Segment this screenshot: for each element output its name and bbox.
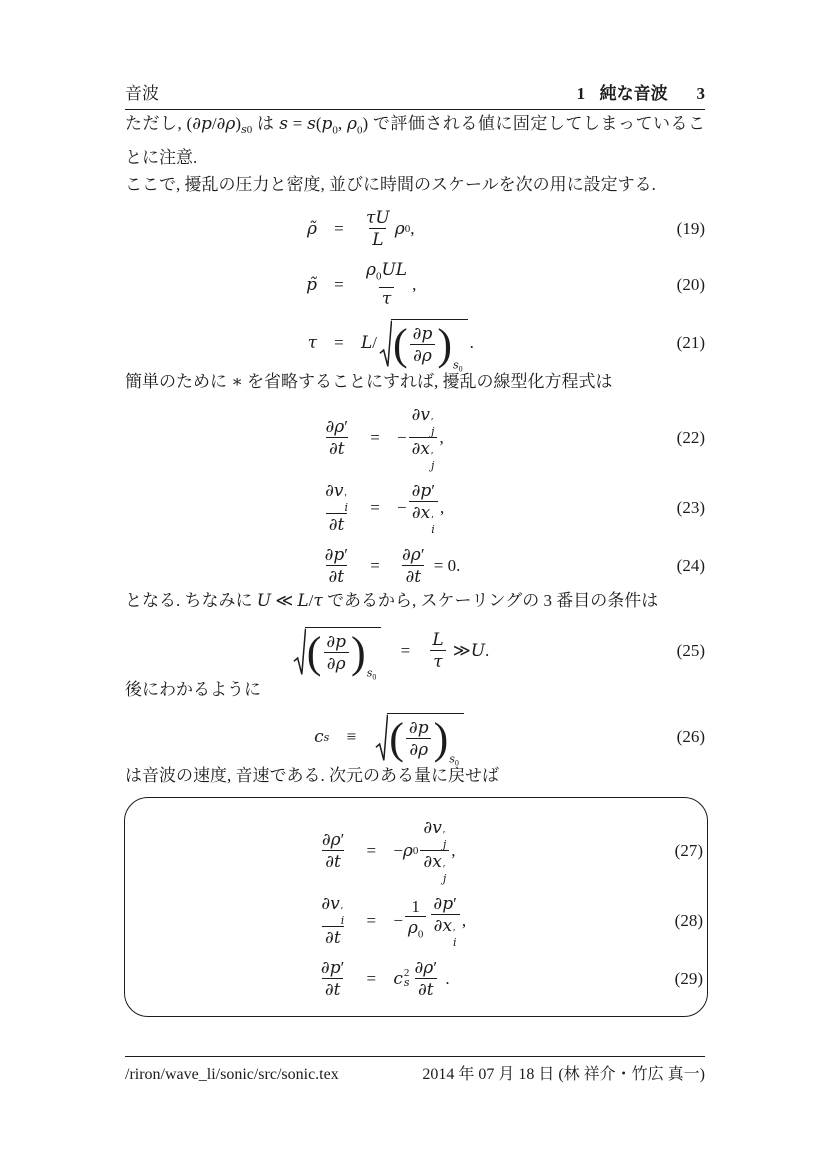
paragraph-2: ここで, 擾乱の圧力と密度, 並びに時間のスケールを次の用に設定する.	[125, 175, 656, 195]
eq25-number: (25)	[676, 641, 705, 661]
page-footer	[125, 1056, 705, 1085]
eq29-rhs: c 2 s $\frac{\partial\rho'}{\partial t}$ .	[393, 957, 450, 1000]
footer-date-authors: 2014 年 07 月 18 日 (林 祥介・竹広 真一)	[422, 1066, 705, 1083]
eq22-number: (22)	[676, 427, 705, 447]
paragraph-1: ただし, $(\partial p/\partial\rho)_{s0}$ は $s = s(p_0$, $\rho_0$) で評価される値に固定してしまっていることに注意.	[125, 114, 706, 168]
eq28-rhs: − $\frac{1}{\rho_0}$ ∂p′ ∂x ′ i ,	[393, 893, 467, 949]
equation-block-22-24	[125, 405, 705, 587]
paragraph-4: となる. ちなみに U ≪ L/τ であるから, スケーリングの 3 番目の条件は	[125, 590, 659, 611]
eq27-rhs: − ρ 0 ∂v ′ j ∂x ′ j ,	[393, 817, 456, 885]
eq29-lhs: $\frac{\partial p'}{\partial t}$	[320, 957, 345, 1000]
eq24-relation: =	[370, 555, 380, 575]
eq22-rhs: − ∂v ′ j ∂x ′ j ,	[397, 404, 444, 472]
page-header	[125, 84, 705, 104]
paragraph-3: 簡単のために ∗ を省略することにすれば, 擾乱の線型化方程式は	[125, 371, 613, 391]
eq20-relation: =	[334, 274, 344, 294]
eq26-rhs: ( $\frac{\partial p}{\partial\rho}$ ) $s_0$	[373, 713, 466, 762]
footer-file-path: /riron/wave_li/sonic/src/sonic.tex	[125, 1066, 339, 1083]
boxed-equations-27-29	[124, 797, 708, 1017]
eq21-rhs: L / ( $\frac{\partial p}{\partial\rho}$ ) $s_0$ .	[360, 319, 474, 374]
section-title: 純な音波	[599, 84, 668, 103]
eq26-lhs: c s	[314, 727, 330, 748]
eq27-lhs: $\frac{\partial\rho'}{\partial t}$	[321, 829, 345, 872]
eq23-relation: =	[370, 497, 380, 517]
header-section	[577, 84, 705, 104]
eq22-lhs: $\frac{\partial\rho'}{\partial t}$	[325, 416, 349, 459]
eq21-number: (21)	[676, 333, 705, 353]
eq21-relation: =	[334, 333, 344, 353]
eq28-lhs: ∂v ′ i ∂t	[321, 893, 345, 948]
equation-block-25	[125, 627, 705, 682]
eq26-relation: ≡	[346, 727, 357, 747]
paragraph-5: 後にわかるように	[125, 679, 261, 699]
eq27-relation: =	[366, 840, 377, 860]
eq26-number: (26)	[676, 727, 705, 747]
eq28-number: (28)	[674, 910, 703, 930]
eq29-number: (29)	[674, 968, 703, 988]
eq20-lhs: p̃	[306, 274, 317, 295]
eq27-number: (27)	[674, 840, 703, 860]
equation-block-27-29	[129, 818, 703, 1000]
eq24-lhs: $\frac{\partial p'}{\partial t}$	[324, 544, 349, 587]
eq19-relation: =	[334, 219, 344, 239]
equation-block-19-21	[125, 208, 705, 374]
eq23-lhs: ∂v ′ i ∂t	[325, 480, 349, 535]
eq25-relation: =	[400, 641, 411, 661]
eq20-number: (20)	[676, 274, 705, 294]
eq23-number: (23)	[676, 497, 705, 517]
eq20-rhs: $\frac{\rho_0UL}{\tau}$ ,	[365, 260, 417, 309]
eq19-rhs: $\frac{\tau U}{L}$ ρ 0 ,	[365, 208, 415, 251]
eq19-number: (19)	[676, 219, 705, 239]
section-number: 1	[576, 84, 586, 103]
paragraph-6: は音波の速度, 音速である. 次元のある量に戻せば	[125, 765, 499, 785]
eq28-relation: =	[366, 910, 377, 930]
eq23-rhs: − ∂p′ ∂x ′ i ,	[397, 480, 445, 536]
eq24-number: (24)	[676, 555, 705, 575]
header-running-title: 音波	[125, 84, 159, 103]
eq25-lhs: ( $\frac{\partial p}{\partial\rho}$ ) $s_0$	[291, 627, 384, 676]
eq21-lhs: τ	[307, 333, 317, 354]
eq19-lhs: ρ̃	[306, 219, 317, 240]
eq22-relation: =	[370, 427, 380, 447]
equation-block-26	[125, 713, 705, 768]
eq24-rhs: $\frac{\partial\rho'}{\partial t}$ = 0.	[402, 544, 461, 587]
eq25-rhs: $\frac{L}{\tau}$ ≫ U .	[427, 630, 489, 672]
eq29-relation: =	[366, 968, 377, 988]
page-number: 3	[696, 84, 705, 103]
